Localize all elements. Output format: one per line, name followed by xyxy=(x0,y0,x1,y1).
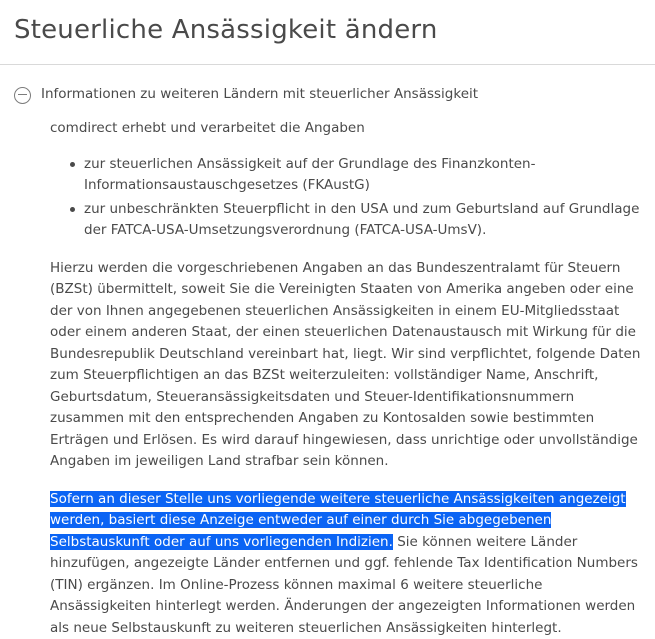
paragraph-self-disclosure xyxy=(50,489,641,639)
section-header[interactable] xyxy=(14,85,655,104)
list-item: zur unbeschränkten Steuerpflicht in den USA und zum Geburtsland auf Grundlage der FATCA-USA-Umsetzungsverordnung (FATCA-USA-UmsV). xyxy=(84,199,641,242)
lead-paragraph: comdirect erhebt und verarbeitet die Angaben xyxy=(50,120,365,136)
legal-basis-list xyxy=(50,154,641,242)
highlighted-text: Sofern an dieser Stelle uns vorliegende weitere steuerliche Ansässigkeiten angezeigt werden, basiert diese Anzeige entweder auf einer durch Sie abgegebenen Selbstauskunft oder auf uns vorliegenden Indizien. xyxy=(50,490,626,550)
tax-residency-info-section xyxy=(0,85,655,639)
section-body xyxy=(14,118,655,639)
minus-circle-icon[interactable] xyxy=(14,87,31,104)
section-title: Informationen zu weiteren Ländern mit steuerlicher Ansässigkeit xyxy=(41,86,479,102)
paragraph-remainder: Sie können weitere Länder hinzufügen, angezeigte Länder entfernen und ggf. fehlende Tax Identification Numbers (TIN) ergänzen. Im Online-Prozess können maximal 6 weitere steuerliche Ansässigkeiten hinterlegt werden. Änderungen der angezeigten Informationen werden als neue Selbstauskunft zu weiteren steuerlichen Ansässigkeiten hinterlegt. xyxy=(50,533,638,636)
title-divider xyxy=(0,64,655,65)
paragraph-transmission-info: Hierzu werden die vorgeschriebenen Angaben an das Bundeszentralamt für Steuern (BZSt) übermittelt, soweit Sie die Vereinigten Staaten von Amerika angeben oder eine der von Ihnen angegebenen steuerlichen Ansässigkeiten in einem EU-Mitgliedsstaat oder einem anderen Staat, der einen steuerlichen Datenaustausch mit Wirkung für die Bundesrepublik Deutschland vereinbart hat, liegt. Wir sind verpflichtet, folgende Daten zum Steuerpflichtigen an das BZSt weiterzuleiten: vollständiger Name, Anschrift, Geburtsdatum, Steueransässigkeitsdaten und Steuer-Identifikationsnummern zusammen mit den entsprechenden Angaben zu Kontosalden sowie bestimmten Erträgen und Erlösen. Es wird darauf hingewiesen, dass unrichtige oder unvollständige Angaben im jeweiligen Land strafbar sein können. xyxy=(50,259,641,469)
list-item: zur steuerlichen Ansässigkeit auf der Grundlage des Finanzkonten-Informationsaustauschgesetzes (FKAustG) xyxy=(84,154,641,197)
page-title: Steuerliche Ansässigkeit ändern xyxy=(14,15,438,45)
